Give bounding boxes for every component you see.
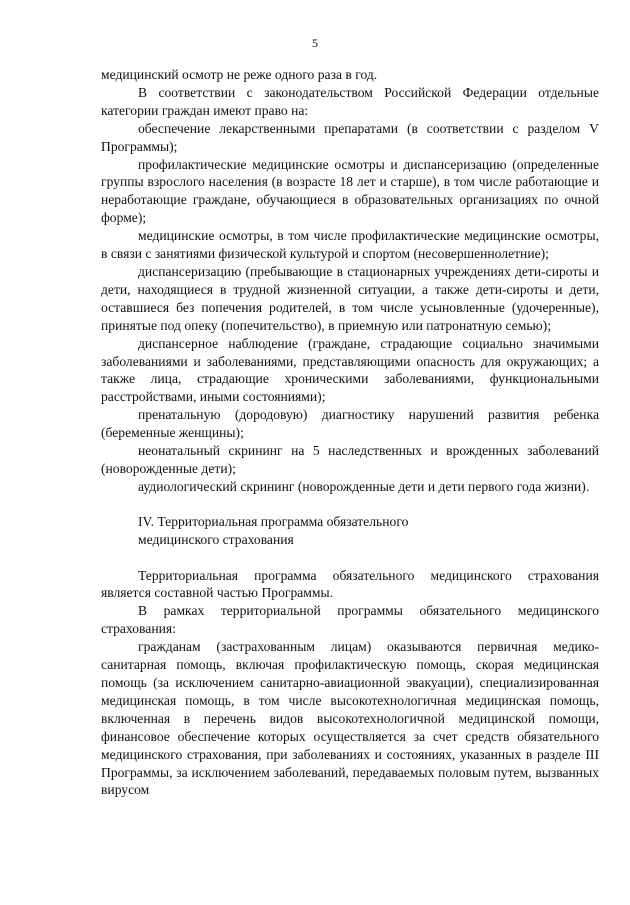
list-item: пренатальную (дородовую) диагностику нарушений развития ребенка (беременные женщины); bbox=[101, 407, 599, 441]
list-item: медицинские осмотры, в том числе профилактические медицинские осмотры, в связи с занятиями физической культурой и спортом (несовершеннолетние); bbox=[101, 228, 599, 262]
paragraph: Территориальная программа обязательного медицинского страхования является составной частью Программы. bbox=[101, 567, 599, 601]
list-item: диспансеризацию (пребывающие в стационарных учреждениях дети-сироты и дети, находящиеся в трудной жизненной ситуации, а также дети-сироты и дети, оставшиеся без попечения родителей, в том числе усыновленные (удочеренные), принятые под опеку (попечительство), в приемную или патронатную семью); bbox=[101, 263, 599, 333]
list-item: аудиологический скрининг (новорожденные дети и дети первого года жизни). bbox=[138, 478, 590, 494]
list-item: профилактические медицинские осмотры и диспансеризацию (определенные группы взрослого населения (в возрасте 18 лет и старше), в том числе работающие и неработающие граждане, обучающиеся в образовательных организациях по очной форме); bbox=[101, 156, 599, 226]
paragraph: медицинский осмотр не реже одного раза в год. bbox=[101, 67, 378, 82]
paragraph: В соответствии с законодательством Российской Федерации отдельные категории граждан имеют право на: bbox=[101, 84, 599, 118]
document-body bbox=[101, 66, 599, 799]
list-item: диспансерное наблюдение (граждане, страдающие социально значимыми заболеваниями и заболеваниями, представляющими опасность для окружающих; а также лица, страдающие хроническими заболеваниями, функциональными расстройствами, иными состояниями); bbox=[101, 335, 599, 405]
section-heading-line: IV. Территориальная программа обязательного bbox=[138, 513, 409, 529]
page-number: 5 bbox=[312, 36, 318, 50]
section-heading bbox=[101, 513, 599, 549]
paragraph: гражданам (застрахованным лицам) оказываются первичная медико-санитарная помощь, включая профилактическую помощь, скорая медицинская помощь (за исключением санитарно-авиационной эвакуации), специализированная медицинская помощь, в том числе высокотехнологичная медицинская помощь, включенная в перечень видов высокотехнологичной медицинской помощи, финансовое обеспечение которых осуществляется за счет средств обязательного медицинского страхования, при заболеваниях и состояниях, указанных в разделе III Программы, за исключением заболеваний, передаваемых половым путем, вызванных вирусом bbox=[101, 639, 599, 798]
section-heading-line: медицинского страхования bbox=[138, 531, 294, 547]
list-item: неонатальный скрининг на 5 наследственных и врожденных заболеваний (новорожденные дети); bbox=[101, 443, 599, 476]
paragraph: В рамках территориальной программы обязательного медицинского страхования: bbox=[101, 603, 599, 637]
list-item: обеспечение лекарственными препаратами (в соответствии с разделом V Программы); bbox=[101, 120, 599, 154]
